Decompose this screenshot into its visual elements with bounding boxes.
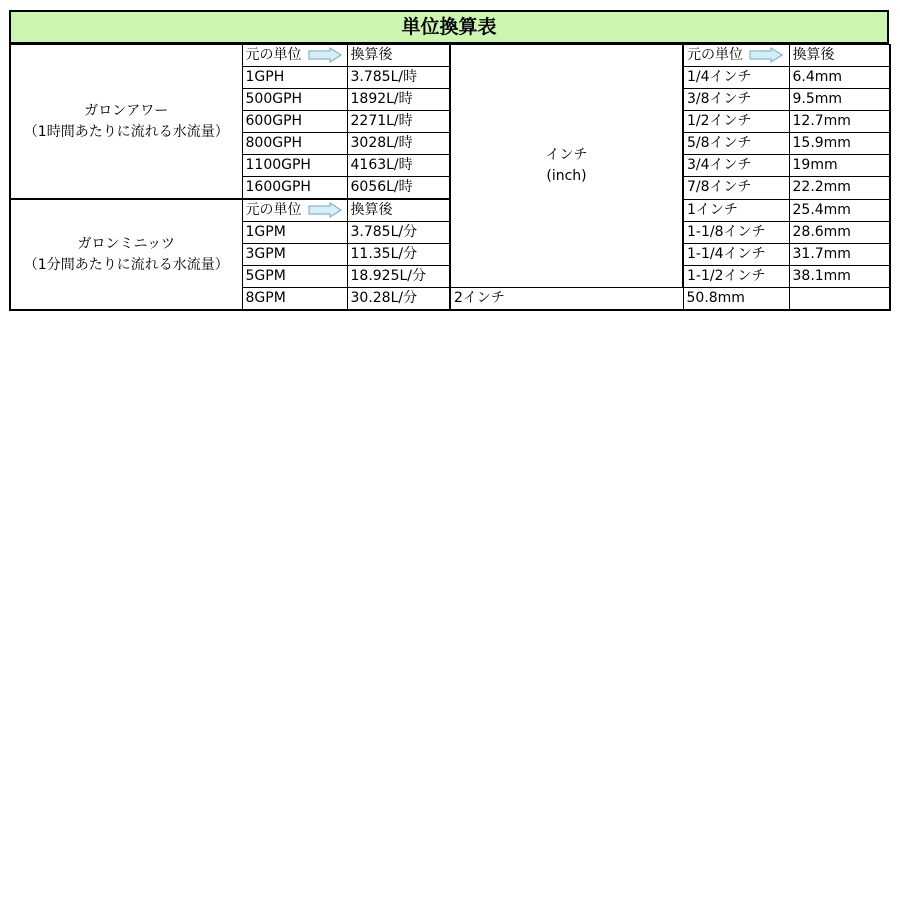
right-arrow-icon <box>308 47 342 63</box>
gallon-minute-category <box>10 199 242 310</box>
gallon-minute-label: ガロンミニッツ <box>77 235 175 252</box>
gph-from-cell: 1100GPH <box>242 155 347 177</box>
header-to-cell: 換算後 <box>347 45 450 67</box>
inch-from-cell: 1/4インチ <box>683 67 789 89</box>
inch-to-cell: 9.5mm <box>789 89 890 111</box>
inch-from-cell: 3/8インチ <box>683 89 789 111</box>
inch-to-cell: 12.7mm <box>789 111 890 133</box>
inch-to-cell: 6.4mm <box>789 67 890 89</box>
inch-to-cell: 22.2mm <box>789 177 890 200</box>
gpm-to-cell: 18.925L/分 <box>347 266 450 288</box>
gph-to-cell: 6056L/時 <box>347 177 450 200</box>
gpm-from-cell: 5GPM <box>242 266 347 288</box>
gpm-to-cell: 30.28L/分 <box>347 288 450 311</box>
inch-to-cell: 19mm <box>789 155 890 177</box>
gph-from-cell: 500GPH <box>242 89 347 111</box>
inch-sublabel: (inch) <box>546 168 587 184</box>
gph-to-cell: 1892L/時 <box>347 89 450 111</box>
gph-from-cell: 600GPH <box>242 111 347 133</box>
gpm-from-cell: 3GPM <box>242 244 347 266</box>
header-from-label: 元の単位 <box>245 47 302 63</box>
table-row <box>10 45 890 67</box>
inch-from-cell: 5/8インチ <box>683 133 789 155</box>
gph-to-cell: 3.785L/時 <box>347 67 450 89</box>
inch-to-cell: 50.8mm <box>683 288 789 311</box>
gph-to-cell: 4163L/時 <box>347 155 450 177</box>
header-from-cell <box>242 199 347 222</box>
gallon-hour-sublabel: （1時間あたりに流れる水流量） <box>23 123 229 140</box>
gph-to-cell: 3028L/時 <box>347 133 450 155</box>
inch-from-cell: 1-1/4インチ <box>683 244 789 266</box>
gph-to-cell: 2271L/時 <box>347 111 450 133</box>
inch-category <box>450 45 683 288</box>
header-to-cell: 換算後 <box>347 199 450 222</box>
table-title: 単位換算表 <box>9 10 889 44</box>
gpm-to-cell: 3.785L/分 <box>347 222 450 244</box>
inch-from-cell: 1インチ <box>683 199 789 222</box>
header-from-cell <box>683 45 789 67</box>
gph-from-cell: 800GPH <box>242 133 347 155</box>
gallon-hour-category <box>10 45 242 200</box>
conversion-table-container <box>9 10 889 311</box>
header-from-label: 元の単位 <box>687 47 743 63</box>
inch-to-cell: 25.4mm <box>789 199 890 222</box>
inch-to-cell: 28.6mm <box>789 222 890 244</box>
gallon-hour-label: ガロンアワー <box>84 102 169 119</box>
inch-from-cell: 1/2インチ <box>683 111 789 133</box>
header-to-cell: 換算後 <box>789 45 890 67</box>
header-from-cell <box>242 45 347 67</box>
right-arrow-icon <box>308 202 342 218</box>
inch-label: インチ <box>545 147 588 163</box>
gph-from-cell: 1600GPH <box>242 177 347 200</box>
gpm-to-cell: 11.35L/分 <box>347 244 450 266</box>
inch-to-cell: 31.7mm <box>789 244 890 266</box>
inch-from-cell: 3/4インチ <box>683 155 789 177</box>
inch-from-cell: 2インチ <box>450 288 683 311</box>
inch-from-cell: 7/8インチ <box>683 177 789 200</box>
conversion-table <box>9 44 891 311</box>
right-arrow-icon <box>749 47 783 63</box>
gallon-minute-sublabel: （1分間あたりに流れる水流量） <box>23 256 229 273</box>
gpm-from-cell: 1GPM <box>242 222 347 244</box>
inch-to-cell: 15.9mm <box>789 133 890 155</box>
gph-from-cell: 1GPH <box>242 67 347 89</box>
inch-from-cell: 1-1/2インチ <box>683 266 789 288</box>
header-from-label: 元の単位 <box>245 202 302 218</box>
inch-to-cell: 38.1mm <box>789 266 890 288</box>
inch-from-cell: 1-1/8インチ <box>683 222 789 244</box>
gpm-from-cell: 8GPM <box>242 288 347 311</box>
